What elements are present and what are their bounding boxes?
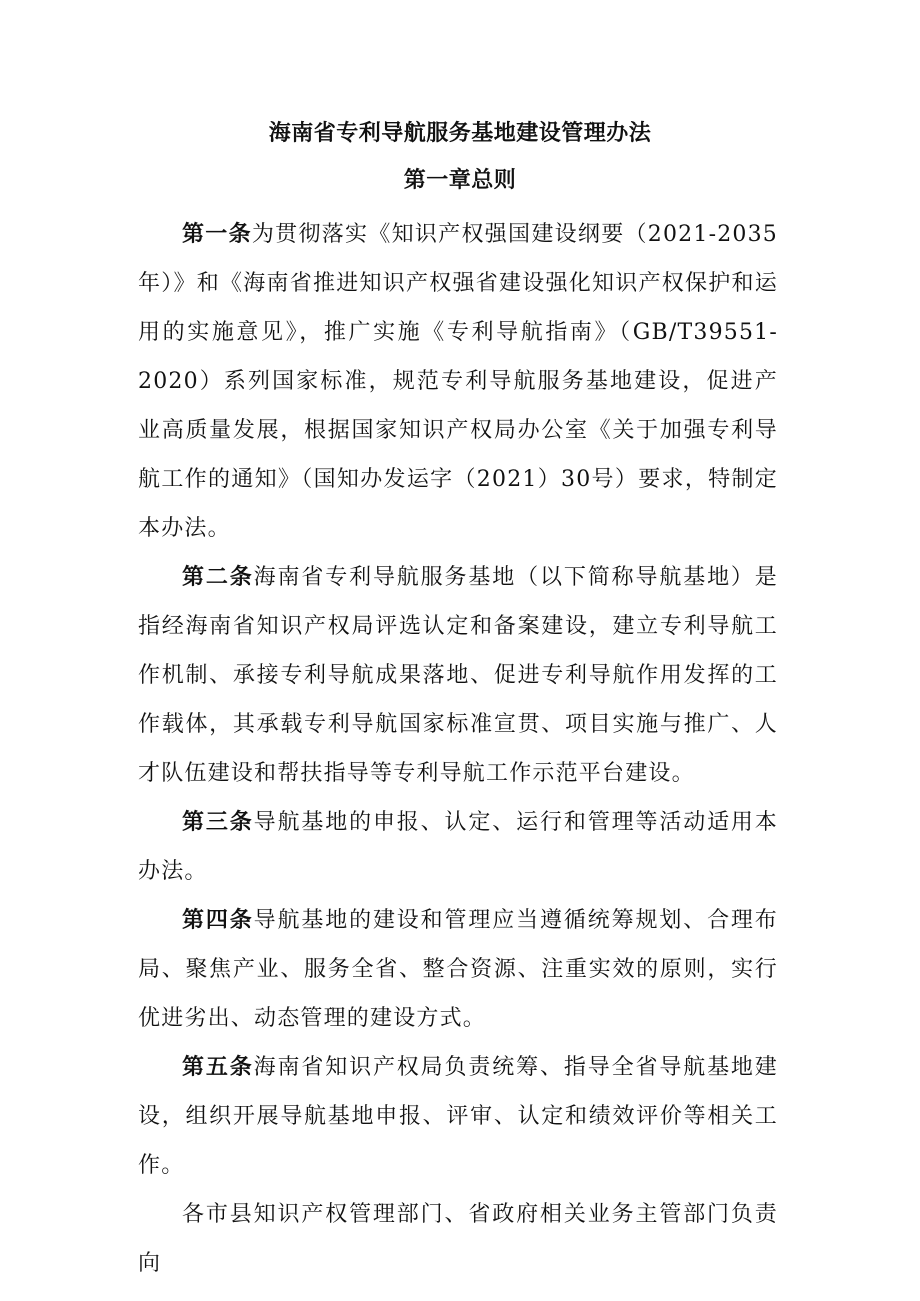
document-title: 海南省专利导航服务基地建设管理办法	[268, 120, 652, 146]
article-1-paragraph	[138, 210, 778, 553]
article-5-text: 海南省知识产权局负责统筹、指导全省导航基地建设，组织开展导航基地申报、评审、认定和绩效评价等相关工作。	[138, 1055, 778, 1178]
article-2-text: 海南省专利导航服务基地（以下简称导航基地）是指经海南省知识产权局评选认定和备案建设，建立专利导航工作机制、承接专利导航成果落地、促进专利导航作用发挥的工作载体，其承载专利导航国家标准宣贯、项目实施与推广、人才队伍建设和帮扶指导等专利导航工作示范平台建设。	[138, 565, 778, 786]
article-3-label: 第三条	[182, 809, 254, 835]
continuation-text: 各市县知识产权管理部门、省政府相关业务主管部门负责向	[138, 1202, 778, 1276]
article-4-label: 第四条	[182, 907, 254, 933]
article-4-paragraph	[138, 896, 778, 1043]
article-3-paragraph	[138, 798, 778, 896]
chapter-title: 第一章总则	[403, 167, 517, 193]
article-2-paragraph	[138, 553, 778, 798]
article-1-text: 为贯彻落实《知识产权强国建设纲要（2021-2035年）》和《海南省推进知识产权强省建设强化知识产权保护和运用的实施意见》，推广实施《专利导航指南》（GB/T39551-2020）系列国家标准，规范专利导航服务基地建设，促进产业高质量发展，根据国家知识产权局办公室《关于加强专利导航工作的通知》（国知办发运字（2021）30号）要求，特制定本办法。	[138, 222, 778, 541]
document-body	[138, 210, 778, 1288]
article-3-text: 导航基地的申报、认定、运行和管理等活动适用本办法。	[138, 810, 778, 884]
article-5-paragraph	[138, 1043, 778, 1190]
article-2-label: 第二条	[182, 564, 254, 590]
article-1-label: 第一条	[182, 221, 252, 247]
article-4-text: 导航基地的建设和管理应当遵循统筹规划、合理布局、聚焦产业、服务全省、整合资源、注重实效的原则，实行优进劣出、动态管理的建设方式。	[138, 908, 778, 1031]
article-5-label: 第五条	[182, 1054, 254, 1080]
continuation-paragraph	[138, 1190, 778, 1288]
